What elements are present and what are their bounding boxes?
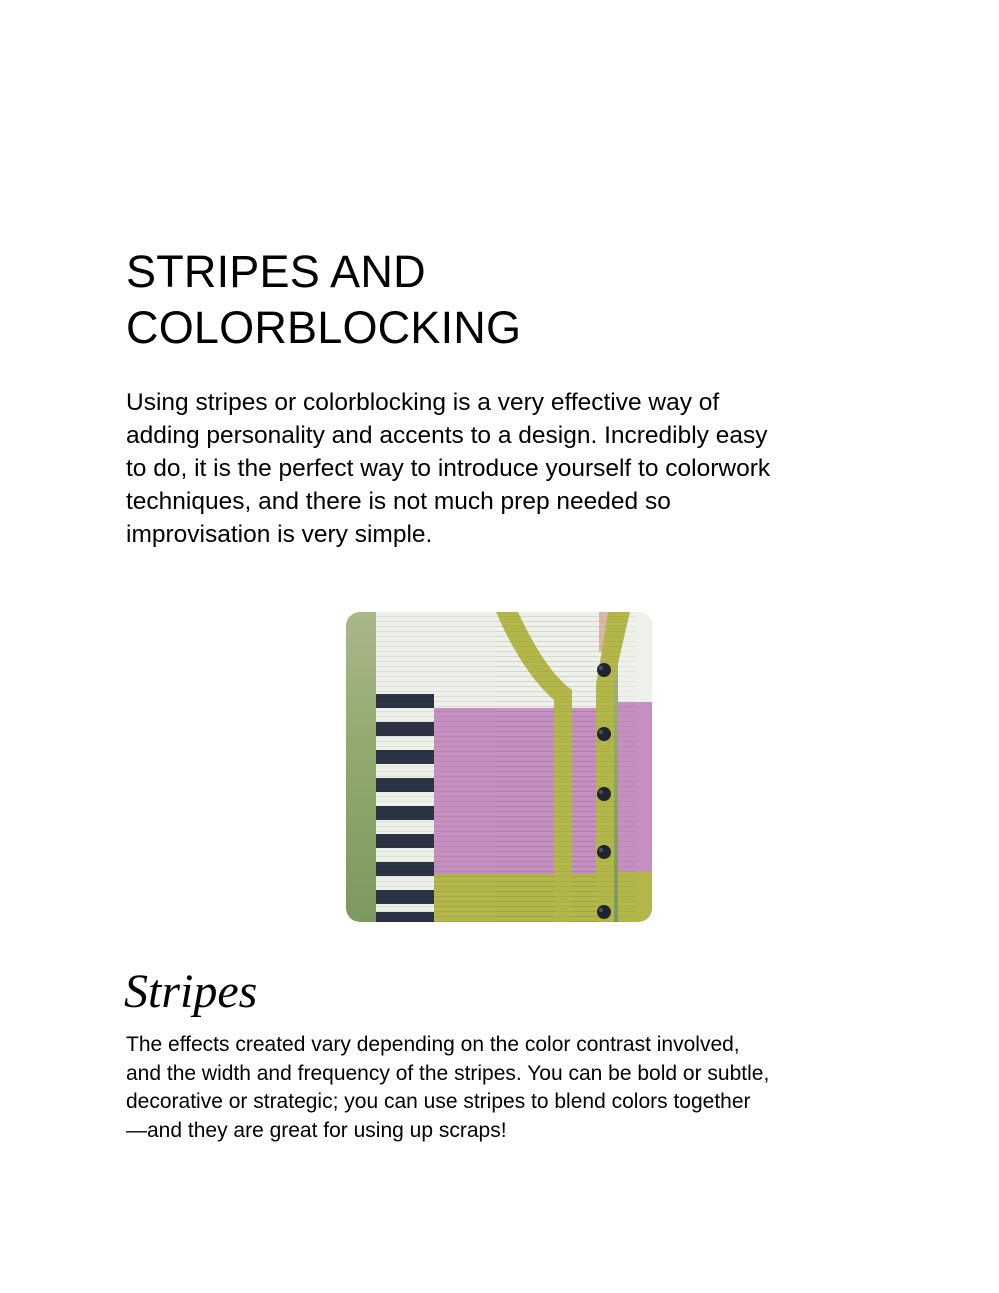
intro-paragraph <box>126 386 886 551</box>
section-title: Stripes <box>124 965 258 1018</box>
striped-sleeve <box>376 612 434 922</box>
page-title-line-2: COLORBLOCKING <box>126 302 522 353</box>
intro-line: to do, it is the perfect way to introduce yourself to colorwork <box>126 455 771 482</box>
page-title-line-1: STRIPES AND <box>126 246 426 297</box>
intro-line: Using stripes or colorblocking is a very effective way of <box>126 389 720 416</box>
intro-line: adding personality and accents to a design. Incredibly easy <box>126 422 768 449</box>
page-title <box>126 244 886 356</box>
body-line: decorative or strategic; you can use stripes to blend colors together <box>126 1090 751 1113</box>
cardigan-photo <box>346 612 652 922</box>
stripes-paragraph <box>126 1031 916 1145</box>
body-line: The effects created vary depending on the color contrast involved, <box>126 1033 740 1056</box>
body-line: —and they are great for using up scraps! <box>126 1118 507 1142</box>
intro-line: techniques, and there is not much prep needed so <box>126 488 671 515</box>
body-line: and the width and frequency of the stripes. You can be bold or subtle, <box>126 1061 770 1085</box>
intro-line: improvisation is very simple. <box>126 521 433 548</box>
